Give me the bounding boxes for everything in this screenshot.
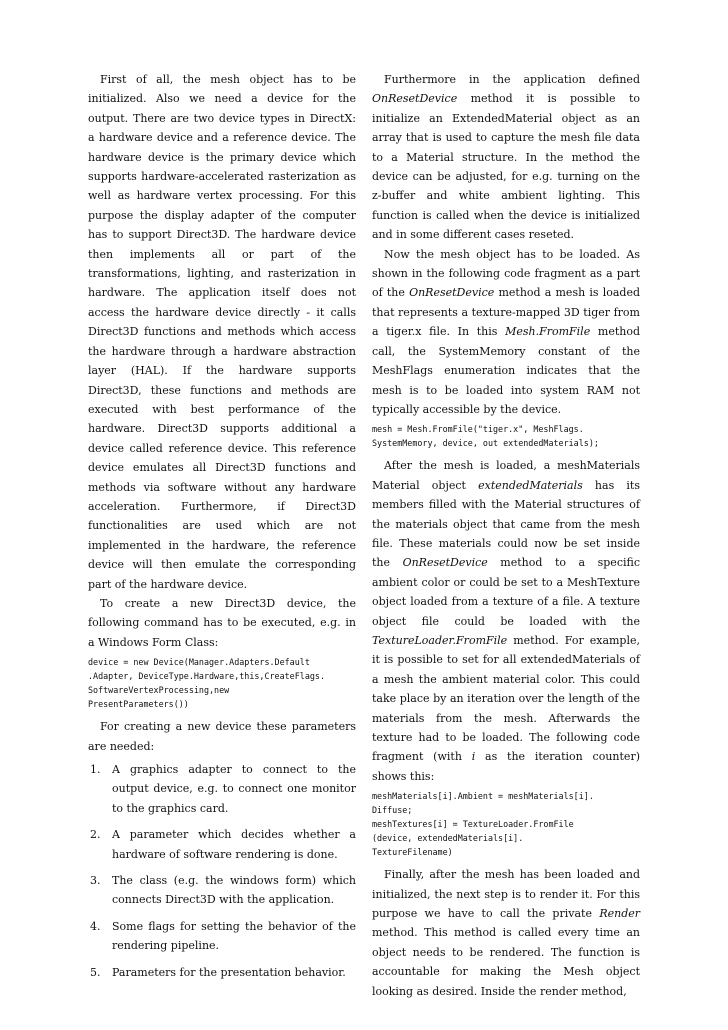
list-item-text: The class (e.g. the windows form) which connects Direct3D with the application. <box>112 874 356 907</box>
right-column <box>372 70 640 1001</box>
emphasis-method-name: OnResetDevice <box>402 556 488 570</box>
list-item <box>88 871 356 910</box>
paragraph-parameters-intro: For creating a new device these parameters are needed: <box>88 720 356 753</box>
list-item-number: 1. <box>90 763 101 776</box>
emphasis-method-name: OnResetDevice <box>372 92 458 106</box>
paragraph-materials <box>372 456 640 786</box>
left-column <box>88 70 356 989</box>
list-item-number: 4. <box>90 919 101 933</box>
list-item-text: A graphics adapter to connect to the output device, e.g. to connect one monitor to the graphics card. <box>112 763 356 815</box>
paragraph-device-types: First of all, the mesh object has to be initialized. Also we need a device for the output. There are two device types in DirectX: a hardware device and a reference device. The hardware device is the primary device which supports hardware-accelerated rasterization as well as hardware vertex processing. For this purpose the display adapter of the computer has to support Direct3D. The hardware device then implements all or part of the transformations, lighting, and rasterization in hardware. The application itself does not access the hardware device directly - it calls Direct3D functions and methods which access the hardware through a hardware abstraction layer (HAL). If the hardware supports Direct3D, these functions and methods are executed with best performance of the hardware. Direct3D supports additional a device called reference device. This reference device emulates all Direct3D functions and methods via software without any hardware acceleration. Furthermore, if Direct3D functionalities are used which are not implemented in the hardware, the reference device will then emulate the corresponding part of the hardware device. <box>88 73 356 591</box>
code-load-mesh: mesh = Mesh.FromFile("tiger.x", MeshFlags. SystemMemory, device, out extendedMaterials); <box>372 424 599 449</box>
list-item-number: 5. <box>90 965 101 979</box>
parameter-list <box>88 760 356 982</box>
emphasis-variable-name: extendedMaterials <box>478 478 583 492</box>
list-item <box>88 963 356 982</box>
list-item-number: 2. <box>90 828 101 842</box>
paragraph-create-device: To create a new Direct3D device, the following command has to be executed, e.g. in a Windows Form Class: <box>88 596 356 649</box>
text-run: method. This method is called every time an object needs to be rendered. The function is accountable for making the Mesh object looking as desired. Inside the render method, <box>372 926 640 998</box>
list-item-text: Some flags for setting the behavior of the rendering pipeline. <box>112 919 356 953</box>
text-run: Finally, after the mesh has been loaded and initialized, the next step is to render it. For this purpose we have to call the private <box>372 868 640 921</box>
text-run: has its members filled with the Material structures of the materials object that came from the mesh file. These materials could now be set inside the <box>372 478 640 570</box>
list-item <box>88 825 356 864</box>
text-run: method call, the SystemMemory constant of the MeshFlags enumeration indicates that the mesh is to be loaded into system RAM not typically accessible by the device. <box>372 325 640 416</box>
text-run: method a mesh is loaded that represents a texture-mapped 3D tiger from a tiger.x file. In this <box>372 286 640 339</box>
text-run: Now the mesh object has to be loaded. As shown in the following code fragment as a part of the <box>372 247 640 300</box>
text-run: method to a specific ambient color or could be set to a MeshTexture object loaded from a texture of a file. A texture object file could be loaded with the <box>372 556 640 628</box>
emphasis-method-name: TextureLoader.FromFile <box>372 633 508 647</box>
list-item <box>88 760 356 818</box>
list-item-text: Parameters for the presentation behavior. <box>112 965 346 979</box>
paragraph-reset-device <box>372 70 640 245</box>
paragraph-render <box>372 865 640 1001</box>
text-run: as the iteration counter) shows this: <box>372 750 640 783</box>
code-materials-loop: meshMaterials[i].Ambient = meshMaterials[i]. Diffuse; meshTextures[i] = TextureLoader.FromFile (device, extendedMaterials[i]. TextureFilename) <box>372 791 594 858</box>
list-item-number: 3. <box>90 874 101 888</box>
emphasis-method-name: Render <box>599 907 640 921</box>
code-create-device: device = new Device(Manager.Adapters.Default .Adapter, DeviceType.Hardware,this,CreateFlags. SoftwareVertexProcessing,new PresentParameters()) <box>88 657 325 710</box>
paragraph-load-mesh <box>372 245 640 420</box>
text-run: method it is possible to initialize an ExtendedMaterial object as an array that is used to capture the mesh file data to a Material structure. In the method the device can be adjusted, for e.g. turning on the z-buffer and white ambient lighting. This function is called when the device is initialized and in some different cases reseted. <box>372 92 640 242</box>
list-item <box>88 917 356 956</box>
list-item-text: A parameter which decides whether a hardware of software rendering is done. <box>112 828 356 861</box>
emphasis-method-name: Mesh.FromFile <box>505 325 591 339</box>
text-run: After the mesh is loaded, a meshMaterials Material object <box>372 459 640 492</box>
text-run: method. For example, it is possible to set for all extendedMaterials of a mesh the ambient material color. This could take place by an iteration over the length of the materials from the mesh. Afterwards the texture had to be loaded. The following code fragment (with <box>372 633 640 764</box>
emphasis-method-name: OnResetDevice <box>409 286 495 300</box>
emphasis-variable-name: i <box>471 750 476 764</box>
text-run: Furthermore in the application defined <box>384 73 640 86</box>
